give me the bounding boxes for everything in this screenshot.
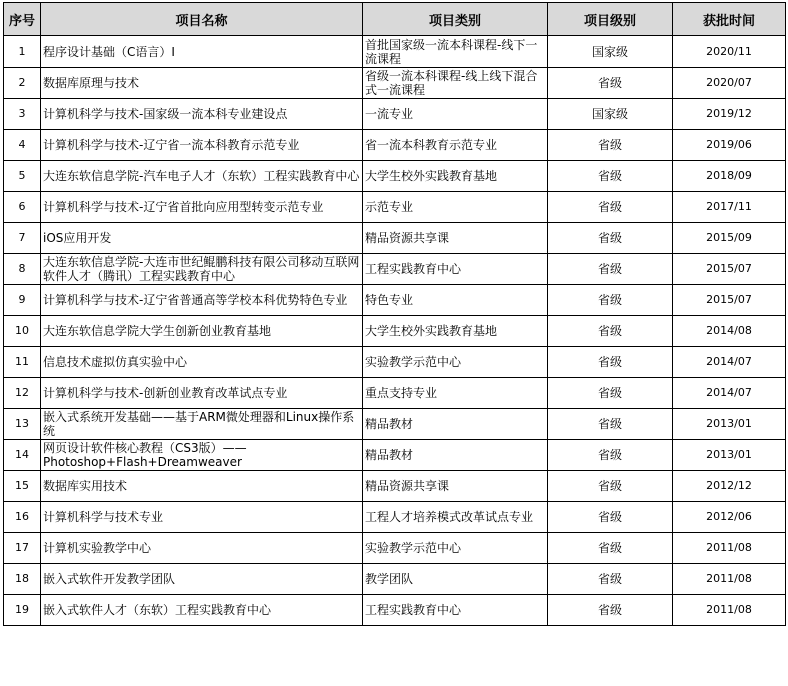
cell-name: 大连东软信息学院大学生创新创业教育基地 (41, 316, 363, 347)
cell-date: 2019/06 (673, 130, 786, 161)
cell-level: 省级 (548, 130, 673, 161)
projects-table (3, 2, 786, 626)
cell-seq: 2 (4, 68, 41, 99)
header-level: 项目级别 (548, 3, 673, 36)
table-row (4, 36, 786, 68)
cell-category: 工程实践教育中心 (363, 595, 548, 626)
table-row (4, 347, 786, 378)
cell-date: 2015/09 (673, 223, 786, 254)
cell-category: 工程人才培养模式改革试点专业 (363, 502, 548, 533)
cell-category: 工程实践教育中心 (363, 254, 548, 285)
cell-seq: 18 (4, 564, 41, 595)
table-row (4, 440, 786, 471)
cell-name: 嵌入式软件开发教学团队 (41, 564, 363, 595)
cell-name: 大连东软信息学院-汽车电子人才（东软）工程实践教育中心 (41, 161, 363, 192)
table-row (4, 471, 786, 502)
table-row (4, 223, 786, 254)
cell-category: 大学生校外实践教育基地 (363, 161, 548, 192)
cell-name: 计算机科学与技术专业 (41, 502, 363, 533)
cell-seq: 4 (4, 130, 41, 161)
cell-level: 省级 (548, 378, 673, 409)
cell-category: 精品教材 (363, 440, 548, 471)
header-row (4, 3, 786, 36)
cell-seq: 10 (4, 316, 41, 347)
cell-name: 计算机科学与技术-创新创业教育改革试点专业 (41, 378, 363, 409)
cell-category: 重点支持专业 (363, 378, 548, 409)
cell-category: 省一流本科教育示范专业 (363, 130, 548, 161)
cell-name: 嵌入式系统开发基础——基于ARM微处理器和Linux操作系统 (41, 409, 363, 440)
cell-seq: 9 (4, 285, 41, 316)
cell-name: 嵌入式软件人才（东软）工程实践教育中心 (41, 595, 363, 626)
cell-level: 省级 (548, 471, 673, 502)
cell-name: 数据库原理与技术 (41, 68, 363, 99)
cell-seq: 19 (4, 595, 41, 626)
cell-name: 计算机科学与技术-辽宁省一流本科教育示范专业 (41, 130, 363, 161)
cell-level: 省级 (548, 192, 673, 223)
cell-date: 2014/07 (673, 347, 786, 378)
cell-level: 省级 (548, 161, 673, 192)
cell-level: 省级 (548, 440, 673, 471)
cell-category: 省级一流本科课程-线上线下混合式一流课程 (363, 68, 548, 99)
cell-seq: 3 (4, 99, 41, 130)
cell-category: 精品资源共享课 (363, 223, 548, 254)
cell-seq: 8 (4, 254, 41, 285)
table-row (4, 502, 786, 533)
cell-category: 一流专业 (363, 99, 548, 130)
cell-date: 2019/12 (673, 99, 786, 130)
cell-seq: 7 (4, 223, 41, 254)
table-row (4, 595, 786, 626)
cell-level: 省级 (548, 223, 673, 254)
cell-date: 2012/12 (673, 471, 786, 502)
cell-seq: 17 (4, 533, 41, 564)
cell-category: 实验教学示范中心 (363, 347, 548, 378)
cell-name: 数据库实用技术 (41, 471, 363, 502)
table-row (4, 316, 786, 347)
cell-level: 省级 (548, 68, 673, 99)
cell-name: 大连东软信息学院-大连市世纪鲲鹏科技有限公司移动互联网软件人才（腾讯）工程实践教育中心 (41, 254, 363, 285)
cell-date: 2013/01 (673, 409, 786, 440)
cell-name: 计算机科学与技术-国家级一流本科专业建设点 (41, 99, 363, 130)
cell-date: 2011/08 (673, 595, 786, 626)
cell-name: 计算机实验教学中心 (41, 533, 363, 564)
cell-level: 国家级 (548, 99, 673, 130)
table-row (4, 564, 786, 595)
cell-category: 精品资源共享课 (363, 471, 548, 502)
table-row (4, 68, 786, 99)
cell-level: 省级 (548, 285, 673, 316)
cell-seq: 12 (4, 378, 41, 409)
cell-level: 省级 (548, 595, 673, 626)
table-row (4, 533, 786, 564)
table-row (4, 130, 786, 161)
cell-level: 省级 (548, 254, 673, 285)
cell-date: 2012/06 (673, 502, 786, 533)
cell-date: 2015/07 (673, 254, 786, 285)
cell-name: 网页设计软件核心教程（CS3版）——Photoshop+Flash+Dreamweaver (41, 440, 363, 471)
header-category: 项目类别 (363, 3, 548, 36)
table-row (4, 285, 786, 316)
cell-category: 大学生校外实践教育基地 (363, 316, 548, 347)
cell-level: 省级 (548, 316, 673, 347)
cell-category: 精品教材 (363, 409, 548, 440)
cell-name: iOS应用开发 (41, 223, 363, 254)
cell-category: 首批国家级一流本科课程-线下一流课程 (363, 36, 548, 68)
cell-category: 实验教学示范中心 (363, 533, 548, 564)
header-name: 项目名称 (41, 3, 363, 36)
cell-date: 2014/07 (673, 378, 786, 409)
table-row (4, 99, 786, 130)
cell-date: 2018/09 (673, 161, 786, 192)
cell-date: 2014/08 (673, 316, 786, 347)
cell-seq: 15 (4, 471, 41, 502)
cell-name: 程序设计基础（C语言）I (41, 36, 363, 68)
cell-seq: 1 (4, 36, 41, 68)
cell-seq: 14 (4, 440, 41, 471)
table-row (4, 378, 786, 409)
table-row (4, 409, 786, 440)
cell-seq: 16 (4, 502, 41, 533)
cell-level: 省级 (548, 409, 673, 440)
header-seq: 序号 (4, 3, 41, 36)
cell-seq: 6 (4, 192, 41, 223)
table-row (4, 254, 786, 285)
cell-level: 省级 (548, 502, 673, 533)
cell-name: 信息技术虚拟仿真实验中心 (41, 347, 363, 378)
cell-seq: 5 (4, 161, 41, 192)
cell-category: 示范专业 (363, 192, 548, 223)
table-body (4, 36, 786, 626)
cell-date: 2013/01 (673, 440, 786, 471)
cell-category: 特色专业 (363, 285, 548, 316)
cell-name: 计算机科学与技术-辽宁省普通高等学校本科优势特色专业 (41, 285, 363, 316)
table-row (4, 161, 786, 192)
cell-level: 省级 (548, 533, 673, 564)
header-date: 获批时间 (673, 3, 786, 36)
cell-date: 2011/08 (673, 533, 786, 564)
cell-level: 省级 (548, 564, 673, 595)
table-row (4, 192, 786, 223)
cell-date: 2015/07 (673, 285, 786, 316)
cell-date: 2011/08 (673, 564, 786, 595)
cell-level: 省级 (548, 347, 673, 378)
cell-date: 2020/07 (673, 68, 786, 99)
cell-date: 2017/11 (673, 192, 786, 223)
cell-seq: 11 (4, 347, 41, 378)
cell-category: 教学团队 (363, 564, 548, 595)
cell-seq: 13 (4, 409, 41, 440)
cell-name: 计算机科学与技术-辽宁省首批向应用型转变示范专业 (41, 192, 363, 223)
cell-level: 国家级 (548, 36, 673, 68)
cell-date: 2020/11 (673, 36, 786, 68)
